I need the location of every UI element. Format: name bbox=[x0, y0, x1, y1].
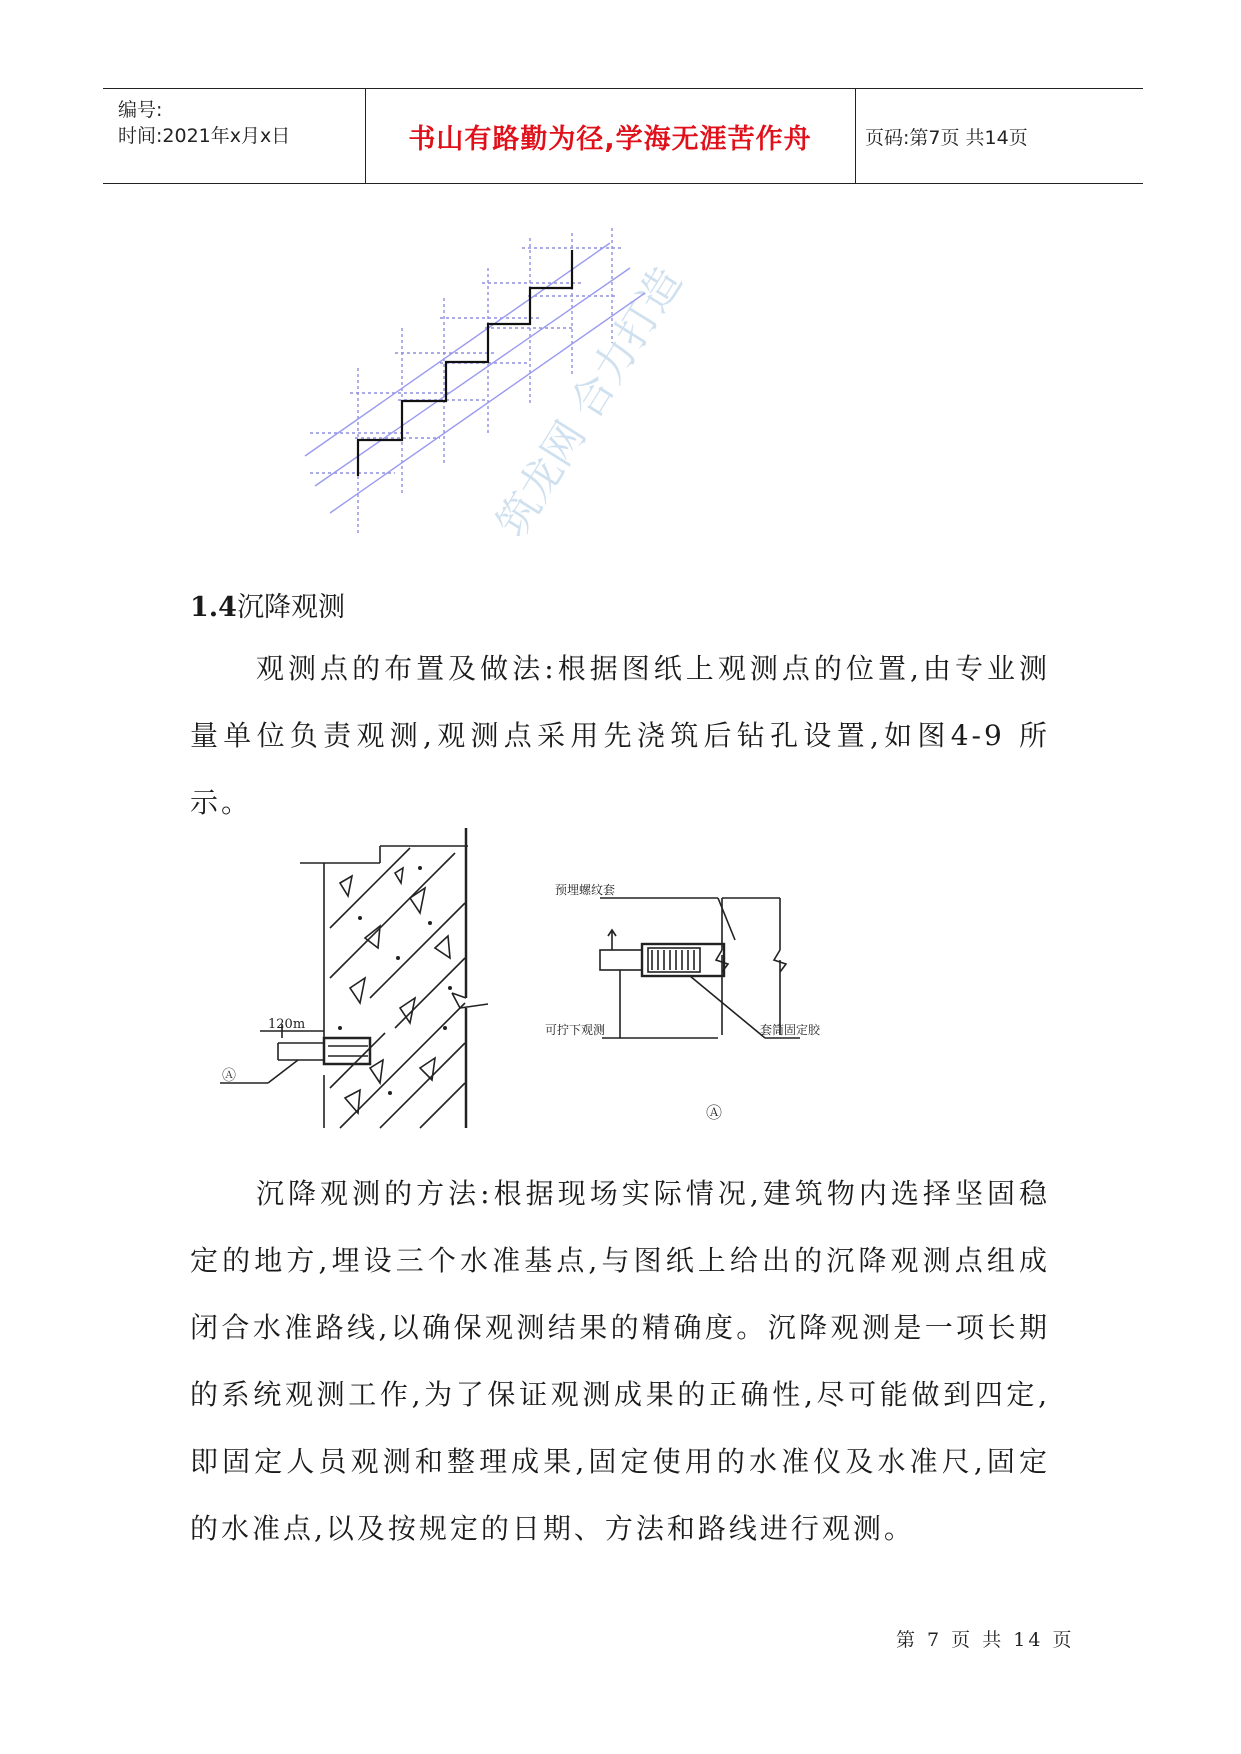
label-sleeve-fixing-glue: 套筒固定胶 bbox=[760, 1023, 821, 1037]
section-number: 1.4 bbox=[190, 592, 237, 623]
marker-a-left: Ⓐ bbox=[222, 1068, 236, 1084]
header-page-info: 页码:第7页 共14页 bbox=[865, 126, 1028, 149]
header-number-label: 编号: bbox=[118, 99, 163, 121]
marker-a-right: Ⓐ bbox=[706, 1103, 723, 1122]
footer-page-number: 第 7 页 共 14 页 bbox=[896, 1629, 1075, 1651]
paragraph-1: 观测点的布置及做法:根据图纸上观测点的位置,由专业测量单位负责观测,观测点采用先浇筑后钻孔设置,如图4-9 所示。 bbox=[190, 652, 1050, 819]
dimension-label: 120m bbox=[268, 1017, 306, 1032]
header-motto: 书山有路勤为径,学海无涯苦作舟 bbox=[408, 123, 812, 155]
stair-profile bbox=[358, 250, 572, 476]
label-embedded-threaded-sleeve: 预埋螺纹套 bbox=[555, 883, 616, 897]
section-title-text: 沉降观测 bbox=[236, 592, 345, 623]
section-title bbox=[190, 585, 345, 624]
watermark-text: 筑龙网 合力打造 bbox=[486, 258, 692, 546]
observation-point-detail-figure bbox=[545, 860, 880, 1122]
header-time-label: 时间:2021年x月x日 bbox=[118, 125, 291, 147]
observation-point-section-figure bbox=[220, 828, 520, 1128]
stair-scaffold-figure bbox=[300, 228, 780, 548]
scaffold-dashed-grid bbox=[310, 228, 622, 533]
scaffold-slope-lines bbox=[305, 243, 645, 513]
paragraph-2: 沉降观测的方法:根据现场实际情况,建筑物内选择坚固稳定的地方,埋设三个水准基点,与图纸上给出的沉降观测点组成闭合水准路线,以确保观测结果的精确度。沉降观测是一项长期的系统观测工作,为了保证观测成果的正确性,尽可能做到四定,即固定人员观测和整理成果,固定使用的水准仪及水准尺,固定的水准点,以及按规定的日期、方法和路线进行观测。 bbox=[190, 1177, 1050, 1545]
label-removable-observation: 可拧下观测 bbox=[545, 1023, 606, 1037]
